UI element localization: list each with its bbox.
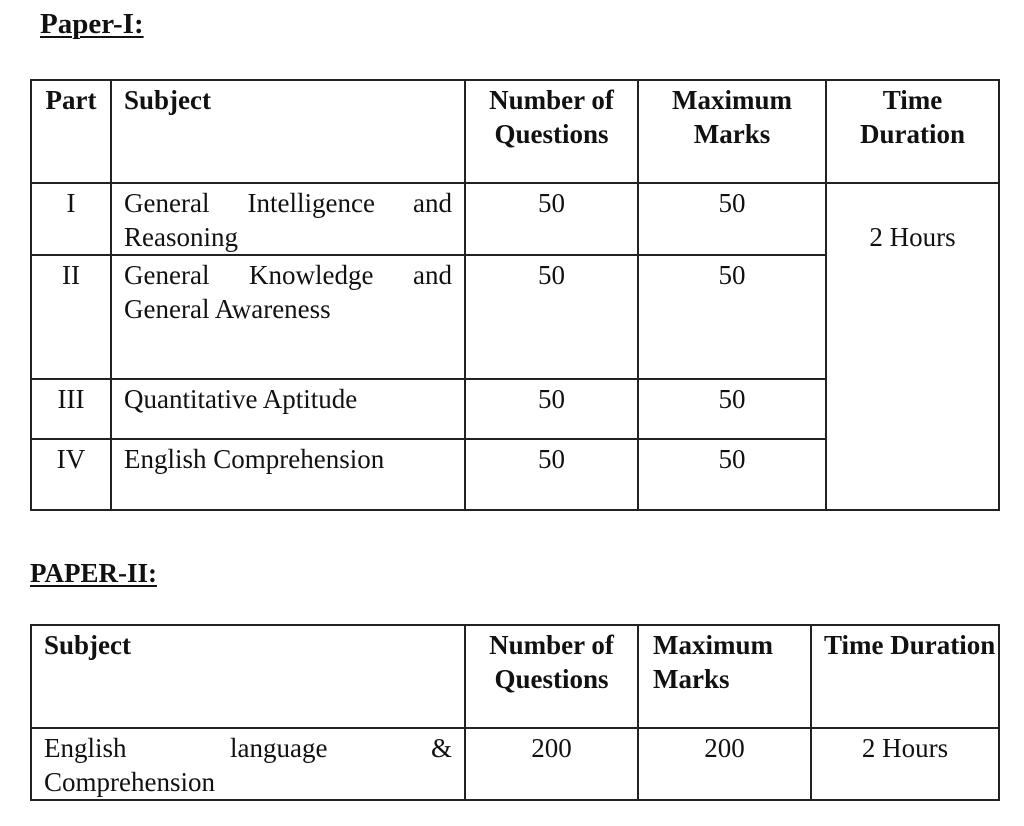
marks-cell: 50 xyxy=(638,439,826,510)
header-part: Part xyxy=(31,80,111,183)
part-cell: III xyxy=(31,379,111,439)
duration-cell: 2 Hours xyxy=(811,728,999,800)
subject-line-1: English language & xyxy=(44,733,452,763)
marks-cell: 50 xyxy=(638,379,826,439)
marks-cell: 50 xyxy=(638,183,826,255)
subject-line-2: Comprehension xyxy=(44,767,215,797)
table-row xyxy=(31,183,999,255)
header-subject: Subject xyxy=(31,625,465,728)
questions-cell: 50 xyxy=(465,183,638,255)
duration-cell: 2 Hours xyxy=(826,183,999,510)
subject-cell: English Comprehension xyxy=(111,439,465,510)
table-row xyxy=(31,728,999,800)
paper-2-heading: PAPER-II: xyxy=(30,558,157,588)
marks-cell: 200 xyxy=(638,728,811,800)
table-header-row xyxy=(31,80,999,183)
subject-line-1: General Intelligence and xyxy=(124,188,452,218)
paper-1-heading: Paper-I: xyxy=(40,8,144,40)
subject-line-2: General Awareness xyxy=(124,294,331,324)
questions-cell: 50 xyxy=(465,379,638,439)
subject-cell xyxy=(31,728,465,800)
subject-line-1: General Knowledge and xyxy=(124,260,452,290)
marks-cell: 50 xyxy=(638,255,826,379)
header-questions: Number of Questions xyxy=(465,625,638,728)
subject-cell xyxy=(111,183,465,255)
subject-line-2: Reasoning xyxy=(124,222,238,252)
part-cell: II xyxy=(31,255,111,379)
paper-1-table xyxy=(30,79,1000,511)
questions-cell: 50 xyxy=(465,439,638,510)
header-duration: Time Duration xyxy=(811,625,999,728)
header-marks: Maximum Marks xyxy=(638,80,826,183)
subject-cell xyxy=(111,255,465,379)
part-cell: IV xyxy=(31,439,111,510)
header-questions: Number of Questions xyxy=(465,80,638,183)
paper-2-table xyxy=(30,624,1000,801)
questions-cell: 50 xyxy=(465,255,638,379)
header-marks: Maximum Marks xyxy=(638,625,811,728)
header-duration: Time Duration xyxy=(826,80,999,183)
questions-cell: 200 xyxy=(465,728,638,800)
table-header-row xyxy=(31,625,999,728)
part-cell: I xyxy=(31,183,111,255)
subject-cell: Quantitative Aptitude xyxy=(111,379,465,439)
header-subject: Subject xyxy=(111,80,465,183)
